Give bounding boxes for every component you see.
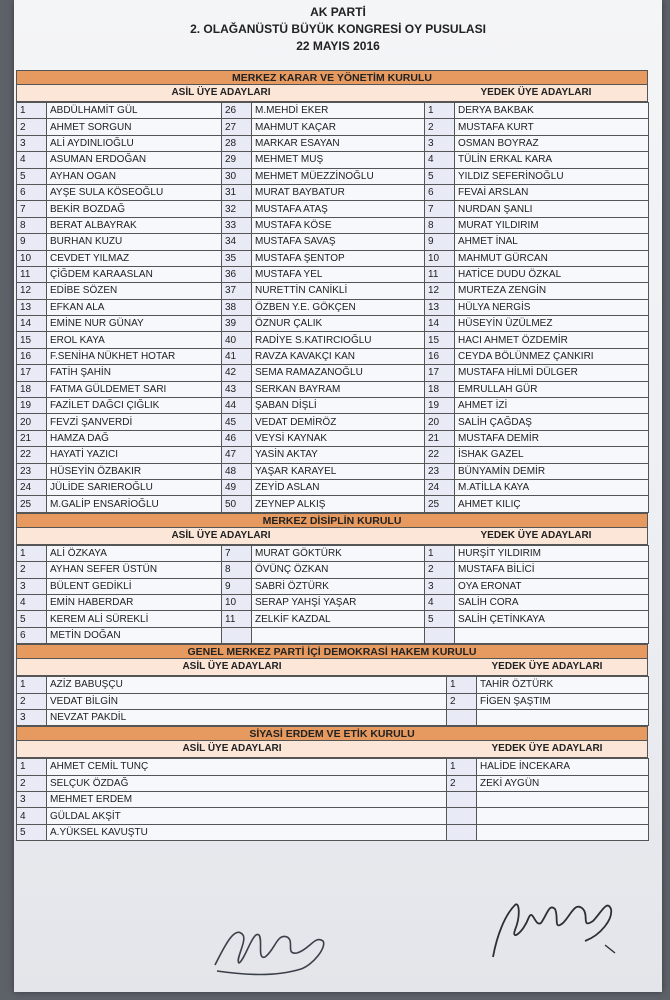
ballot-header — [14, 0, 662, 66]
asil-number: 28 — [222, 135, 252, 151]
asil-number: 33 — [222, 217, 252, 233]
table-row — [17, 611, 649, 627]
asil-name: AYŞE SULA KÖSEOĞLU — [47, 184, 222, 200]
asil-number: 8 — [17, 217, 47, 233]
yedek-number: 11 — [425, 266, 455, 282]
asil-number: 44 — [222, 398, 252, 414]
yedek-name: YILDIZ SEFERİNOĞLU — [455, 168, 649, 184]
yedek-name: SALİH ÇAĞDAŞ — [455, 414, 649, 430]
yedek-name: AHMET İZİ — [455, 398, 649, 414]
ballot-grid — [16, 70, 648, 841]
asil-number: 3 — [17, 709, 47, 725]
candidate-table — [16, 545, 649, 644]
asil-name: HÜSEYİN ÖZBAKIR — [47, 463, 222, 479]
table-row — [17, 775, 649, 791]
asil-number: 42 — [222, 365, 252, 381]
yedek-name: OYA ERONAT — [455, 578, 649, 594]
table-row — [17, 168, 649, 184]
yedek-number: 4 — [425, 594, 455, 610]
table-row — [17, 808, 649, 824]
asil-name: NEVZAT PAKDİL — [47, 709, 447, 725]
asil-name: ÖVÜNÇ ÖZKAN — [252, 562, 425, 578]
yedek-number: 18 — [425, 381, 455, 397]
yedek-number: 5 — [425, 611, 455, 627]
yedek-name — [477, 824, 649, 840]
yedek-name: HATİCE DUDU ÖZKAL — [455, 266, 649, 282]
asil-number: 48 — [222, 463, 252, 479]
asil-number: 21 — [17, 430, 47, 446]
asil-number: 20 — [17, 414, 47, 430]
asil-name: MURAT BAYBATUR — [252, 184, 425, 200]
asil-number: 5 — [17, 611, 47, 627]
asil-name: BURHAN KUZU — [47, 234, 222, 250]
table-row — [17, 184, 649, 200]
yedek-number: 14 — [425, 316, 455, 332]
yedek-number: 24 — [425, 479, 455, 495]
table-row — [17, 463, 649, 479]
table-row — [17, 266, 649, 282]
asil-number: 5 — [17, 168, 47, 184]
asil-number: 10 — [222, 594, 252, 610]
table-row — [17, 103, 649, 119]
table-row — [17, 152, 649, 168]
yedek-number: 1 — [447, 759, 477, 775]
yedek-name: FİGEN ŞAŞTIM — [477, 693, 649, 709]
column-headers — [16, 659, 648, 676]
table-row — [17, 332, 649, 348]
yedek-number: 22 — [425, 447, 455, 463]
table-row — [17, 365, 649, 381]
yedek-name: DERYA BAKBAK — [455, 103, 649, 119]
asil-name: MUSTAFA YEL — [252, 266, 425, 282]
asil-number: 1 — [17, 759, 47, 775]
asil-name: GÜLDAL AKŞİT — [47, 808, 447, 824]
yedek-number: 12 — [425, 283, 455, 299]
yedek-name: MURTEZA ZENGİN — [455, 283, 649, 299]
asil-name: HAMZA DAĞ — [47, 430, 222, 446]
section-title: MERKEZ KARAR VE YÖNETİM KURULU — [16, 70, 648, 85]
yedek-number: 17 — [425, 365, 455, 381]
yedek-number — [447, 824, 477, 840]
asil-name: EFKAN ALA — [47, 299, 222, 315]
asil-number: 2 — [17, 693, 47, 709]
asil-name: FATMA GÜLDEMET SARI — [47, 381, 222, 397]
yedek-header: YEDEK ÜYE ADAYLARI — [491, 743, 603, 755]
asil-header: ASİL ÜYE ADAYLARI — [182, 743, 282, 755]
yedek-number: 7 — [425, 201, 455, 217]
asil-number: 43 — [222, 381, 252, 397]
asil-number: 5 — [17, 824, 47, 840]
asil-name: KEREM ALİ SÜREKLİ — [47, 611, 222, 627]
yedek-number: 1 — [425, 545, 455, 561]
asil-name: BÜLENT GEDİKLİ — [47, 578, 222, 594]
asil-number: 15 — [17, 332, 47, 348]
candidate-table — [16, 758, 649, 841]
yedek-number: 1 — [447, 677, 477, 693]
asil-name: CEVDET YILMAZ — [47, 250, 222, 266]
party-name: AK PARTİ — [310, 5, 366, 19]
asil-name: SEMA RAMAZANOĞLU — [252, 365, 425, 381]
yedek-number: 2 — [447, 775, 477, 791]
asil-number: 22 — [17, 447, 47, 463]
asil-number: 17 — [17, 365, 47, 381]
asil-name: RAVZA KAVAKÇI KAN — [252, 348, 425, 364]
asil-header: ASİL ÜYE ADAYLARI — [182, 661, 282, 673]
asil-name: AHMET SORGUN — [47, 119, 222, 135]
asil-number: 10 — [17, 250, 47, 266]
yedek-number: 3 — [425, 578, 455, 594]
asil-number: 35 — [222, 250, 252, 266]
asil-number: 31 — [222, 184, 252, 200]
yedek-name — [477, 709, 649, 725]
asil-name: EROL KAYA — [47, 332, 222, 348]
yedek-name: MURAT YILDIRIM — [455, 217, 649, 233]
asil-number: 34 — [222, 234, 252, 250]
yedek-name: AHMET İNAL — [455, 234, 649, 250]
asil-name: SERAP YAHŞİ YAŞAR — [252, 594, 425, 610]
asil-name: VEDAT DEMİRÖZ — [252, 414, 425, 430]
table-row — [17, 562, 649, 578]
yedek-number: 16 — [425, 348, 455, 364]
asil-number: 49 — [222, 479, 252, 495]
yedek-name: HÜLYA NERGİS — [455, 299, 649, 315]
yedek-name: NURDAN ŞANLI — [455, 201, 649, 217]
asil-number: 3 — [17, 135, 47, 151]
asil-number: 32 — [222, 201, 252, 217]
asil-number: 14 — [17, 316, 47, 332]
yedek-number: 5 — [425, 168, 455, 184]
yedek-name: CEYDA BÖLÜNMEZ ÇANKIRI — [455, 348, 649, 364]
asil-name: FEVZİ ŞANVERDİ — [47, 414, 222, 430]
asil-number: 1 — [17, 103, 47, 119]
asil-name: AYHAN OGAN — [47, 168, 222, 184]
yedek-name: MUSTAFA DEMİR — [455, 430, 649, 446]
asil-number: 9 — [222, 578, 252, 594]
yedek-number: 13 — [425, 299, 455, 315]
asil-name: ZEYNEP ALKIŞ — [252, 496, 425, 512]
asil-name: M.MEHDİ EKER — [252, 103, 425, 119]
asil-number: 6 — [17, 627, 47, 643]
asil-name: JÜLİDE SARIEROĞLU — [47, 479, 222, 495]
asil-number — [222, 627, 252, 643]
asil-number: 16 — [17, 348, 47, 364]
yedek-header: YEDEK ÜYE ADAYLARI — [480, 529, 592, 541]
table-row — [17, 398, 649, 414]
asil-number: 2 — [17, 775, 47, 791]
table-row — [17, 414, 649, 430]
yedek-number: 2 — [425, 119, 455, 135]
yedek-name: AHMET KILIÇ — [455, 496, 649, 512]
yedek-name — [477, 808, 649, 824]
asil-name: RADİYE S.KATIRCIOĞLU — [252, 332, 425, 348]
yedek-name: MAHMUT GÜRCAN — [455, 250, 649, 266]
asil-name: A.YÜKSEL KAVUŞTU — [47, 824, 447, 840]
asil-number: 13 — [17, 299, 47, 315]
asil-number: 41 — [222, 348, 252, 364]
yedek-name: M.ATİLLA KAYA — [455, 479, 649, 495]
asil-name: MEHMET MÜEZZİNOĞLU — [252, 168, 425, 184]
yedek-number: 4 — [425, 152, 455, 168]
asil-number: 2 — [17, 119, 47, 135]
asil-number: 24 — [17, 479, 47, 495]
table-row — [17, 447, 649, 463]
table-row — [17, 709, 649, 725]
signature-left — [205, 905, 335, 985]
yedek-number: 2 — [447, 693, 477, 709]
table-row — [17, 430, 649, 446]
asil-number: 9 — [17, 234, 47, 250]
asil-name: VEYSİ KAYNAK — [252, 430, 425, 446]
yedek-name: HACI AHMET ÖZDEMİR — [455, 332, 649, 348]
yedek-name: MUSTAFA KURT — [455, 119, 649, 135]
asil-number: 39 — [222, 316, 252, 332]
yedek-number: 9 — [425, 234, 455, 250]
yedek-number: 19 — [425, 398, 455, 414]
asil-name: ZELKİF KAZDAL — [252, 611, 425, 627]
yedek-name: BÜNYAMİN DEMİR — [455, 463, 649, 479]
asil-name: METİN DOĞAN — [47, 627, 222, 643]
asil-number: 4 — [17, 808, 47, 824]
yedek-name: HÜSEYİN ÜZÜLMEZ — [455, 316, 649, 332]
asil-header: ASİL ÜYE ADAYLARI — [171, 529, 271, 541]
yedek-number: 2 — [425, 562, 455, 578]
yedek-number: 6 — [425, 184, 455, 200]
asil-number: 2 — [17, 562, 47, 578]
asil-number: 46 — [222, 430, 252, 446]
yedek-number: 8 — [425, 217, 455, 233]
asil-name: AZİZ BABUŞÇU — [47, 677, 447, 693]
yedek-number: 25 — [425, 496, 455, 512]
asil-number: 19 — [17, 398, 47, 414]
yedek-number — [447, 808, 477, 824]
asil-name: AYHAN SEFER ÜSTÜN — [47, 562, 222, 578]
asil-number: 25 — [17, 496, 47, 512]
table-row — [17, 759, 649, 775]
asil-number: 4 — [17, 152, 47, 168]
yedek-name: MUSTAFA BİLİCİ — [455, 562, 649, 578]
asil-name: ÖZNUR ÇALIK — [252, 316, 425, 332]
signature-right — [475, 875, 625, 965]
yedek-name: ZEKİ AYGÜN — [477, 775, 649, 791]
asil-name: EMİN HABERDAR — [47, 594, 222, 610]
asil-name: MUSTAFA SAVAŞ — [252, 234, 425, 250]
table-row — [17, 381, 649, 397]
asil-number: 18 — [17, 381, 47, 397]
asil-number: 37 — [222, 283, 252, 299]
table-row — [17, 479, 649, 495]
asil-number: 26 — [222, 103, 252, 119]
asil-name: HAYATİ YAZICI — [47, 447, 222, 463]
table-row — [17, 693, 649, 709]
ballot-date: 22 MAYIS 2016 — [296, 39, 380, 53]
asil-number: 50 — [222, 496, 252, 512]
yedek-header: YEDEK ÜYE ADAYLARI — [480, 87, 592, 98]
asil-number: 3 — [17, 578, 47, 594]
candidate-table — [16, 102, 649, 513]
asil-name: ÖZBEN Y.E. GÖKÇEN — [252, 299, 425, 315]
asil-name: M.GALİP ENSARİOĞLU — [47, 496, 222, 512]
asil-number: 27 — [222, 119, 252, 135]
asil-name: ABDÜLHAMİT GÜL — [47, 103, 222, 119]
asil-number: 23 — [17, 463, 47, 479]
asil-number: 11 — [17, 266, 47, 282]
yedek-name — [455, 627, 649, 643]
asil-number: 45 — [222, 414, 252, 430]
yedek-name: SALİH CORA — [455, 594, 649, 610]
yedek-number: 1 — [425, 103, 455, 119]
yedek-number — [447, 709, 477, 725]
asil-name: MUSTAFA KÖSE — [252, 217, 425, 233]
table-row — [17, 217, 649, 233]
asil-name: VEDAT BİLGİN — [47, 693, 447, 709]
section-title: GENEL MERKEZ PARTİ İÇİ DEMOKRASİ HAKEM KURULU — [16, 644, 648, 659]
asil-name: SELÇUK ÖZDAĞ — [47, 775, 447, 791]
table-row — [17, 299, 649, 315]
yedek-name: SALİH ÇETİNKAYA — [455, 611, 649, 627]
asil-number: 3 — [17, 792, 47, 808]
table-row — [17, 234, 649, 250]
asil-name — [252, 627, 425, 643]
candidate-table — [16, 676, 649, 726]
asil-number: 7 — [17, 201, 47, 217]
table-row — [17, 316, 649, 332]
asil-header: ASİL ÜYE ADAYLARI — [171, 87, 271, 98]
asil-number: 6 — [17, 184, 47, 200]
asil-name: F.SENİHA NÜKHET HOTAR — [47, 348, 222, 364]
yedek-name: TÜLİN ERKAL KARA — [455, 152, 649, 168]
table-row — [17, 792, 649, 808]
asil-number: 4 — [17, 594, 47, 610]
asil-number: 29 — [222, 152, 252, 168]
asil-number: 36 — [222, 266, 252, 282]
yedek-number: 3 — [425, 135, 455, 151]
table-row — [17, 627, 649, 643]
yedek-name: İSHAK GAZEL — [455, 447, 649, 463]
column-headers — [16, 85, 648, 102]
table-row — [17, 677, 649, 693]
section-title: SİYASİ ERDEM VE ETİK KURULU — [16, 726, 648, 741]
asil-name: ŞABAN DİŞLİ — [252, 398, 425, 414]
asil-name: SABRİ ÖZTÜRK — [252, 578, 425, 594]
asil-name: AHMET CEMİL TUNÇ — [47, 759, 447, 775]
asil-name: MUSTAFA ATAŞ — [252, 201, 425, 217]
table-row — [17, 348, 649, 364]
yedek-number: 15 — [425, 332, 455, 348]
table-row — [17, 201, 649, 217]
yedek-number — [447, 792, 477, 808]
table-row — [17, 283, 649, 299]
asil-number: 11 — [222, 611, 252, 627]
table-row — [17, 824, 649, 840]
asil-number: 47 — [222, 447, 252, 463]
asil-name: MURAT GÖKTÜRK — [252, 545, 425, 561]
asil-name: EDİBE SÖZEN — [47, 283, 222, 299]
yedek-name — [477, 792, 649, 808]
asil-number: 40 — [222, 332, 252, 348]
yedek-number: 20 — [425, 414, 455, 430]
table-row — [17, 578, 649, 594]
asil-number: 1 — [17, 545, 47, 561]
asil-name: MAHMUT KAÇAR — [252, 119, 425, 135]
asil-name: BERAT ALBAYRAK — [47, 217, 222, 233]
yedek-header: YEDEK ÜYE ADAYLARI — [491, 661, 603, 673]
asil-name: ALİ ÖZKAYA — [47, 545, 222, 561]
asil-name: MARKAR ESAYAN — [252, 135, 425, 151]
yedek-name: OSMAN BOYRAZ — [455, 135, 649, 151]
asil-number: 1 — [17, 677, 47, 693]
ballot-title: 2. OLAĞANÜSTÜ BÜYÜK KONGRESİ OY PUSULASI — [190, 22, 486, 36]
column-headers — [16, 741, 648, 758]
asil-name: EMİNE NUR GÜNAY — [47, 316, 222, 332]
asil-name: BEKİR BOZDAĞ — [47, 201, 222, 217]
table-row — [17, 594, 649, 610]
asil-name: YAŞAR KARAYEL — [252, 463, 425, 479]
yedek-number — [425, 627, 455, 643]
table-row — [17, 250, 649, 266]
yedek-name: HALİDE İNCEKARA — [477, 759, 649, 775]
asil-name: SERKAN BAYRAM — [252, 381, 425, 397]
asil-number: 30 — [222, 168, 252, 184]
table-row — [17, 545, 649, 561]
column-headers — [16, 528, 648, 545]
yedek-name: MUSTAFA HİLMİ DÜLGER — [455, 365, 649, 381]
yedek-number: 10 — [425, 250, 455, 266]
table-row — [17, 496, 649, 512]
yedek-number: 23 — [425, 463, 455, 479]
yedek-name: HURŞİT YILDIRIM — [455, 545, 649, 561]
asil-name: YASİN AKTAY — [252, 447, 425, 463]
section-title: MERKEZ DİSİPLİN KURULU — [16, 513, 648, 528]
asil-name: ZEYİD ASLAN — [252, 479, 425, 495]
asil-name: MEHMET MUŞ — [252, 152, 425, 168]
yedek-name: EMRULLAH GÜR — [455, 381, 649, 397]
asil-number: 12 — [17, 283, 47, 299]
asil-name: FATİH ŞAHİN — [47, 365, 222, 381]
asil-name: NURETTİN CANİKLİ — [252, 283, 425, 299]
yedek-name: FEVAİ ARSLAN — [455, 184, 649, 200]
asil-name: MUSTAFA ŞENTOP — [252, 250, 425, 266]
asil-name: ASUMAN ERDOĞAN — [47, 152, 222, 168]
asil-name: ÇİĞDEM KARAASLAN — [47, 266, 222, 282]
asil-name: MEHMET ERDEM — [47, 792, 447, 808]
yedek-number: 21 — [425, 430, 455, 446]
asil-number: 38 — [222, 299, 252, 315]
asil-number: 8 — [222, 562, 252, 578]
asil-number: 7 — [222, 545, 252, 561]
table-row — [17, 135, 649, 151]
yedek-name: TAHİR ÖZTÜRK — [477, 677, 649, 693]
asil-name: ALİ AYDINLIOĞLU — [47, 135, 222, 151]
table-row — [17, 119, 649, 135]
asil-name: FAZİLET DAĞCI ÇIĞLIK — [47, 398, 222, 414]
